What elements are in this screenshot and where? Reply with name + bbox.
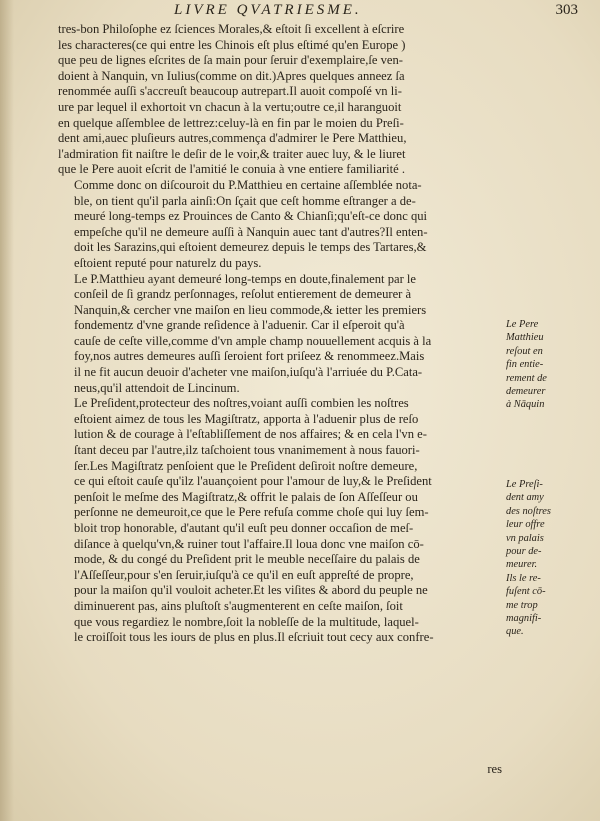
text-line: meuré long-temps ez Prouinces de Canto & Chianſi;qu'eſt-ce donc qui <box>74 209 428 224</box>
page-number: 303 <box>555 2 578 18</box>
text-line: ſer.Les Magiſtratz penſoient que le Preſident deſiroit noſtre demeure, <box>74 458 418 473</box>
text-line: en quelque aſſemblee de lettrez:celuy-là en fin par le moien du Preſi- <box>58 115 404 130</box>
margin-note-line: magnifi- <box>506 613 542 625</box>
text-line: Le P.Matthieu ayant demeuré long-temps en doute,finalement par le <box>74 271 417 286</box>
margin-note-1 <box>506 318 590 412</box>
main-text <box>58 22 500 646</box>
text-line: Le Preſident,protecteur des noſtres,voiant auſſi combien les noſtres <box>74 396 409 411</box>
text-line: dent ami,auec pluſieurs autres,commença d'admirer le Pere Matthieu, <box>58 131 407 146</box>
margin-note-line: leur offre <box>506 519 545 531</box>
text-line: que vous regardiez le nombre,ſoit la nobleſſe de la multitude, laquel- <box>74 614 419 629</box>
catchword: res <box>487 762 502 776</box>
text-line: eſtoient aimez de tous les Magiſtratz, apporta à l'aduenir plus de reſo <box>74 411 419 426</box>
text-line: eſtoient reputé pour naturelz du pays. <box>74 255 262 270</box>
gutter-shadow <box>0 0 14 821</box>
text-line: cauſe de ceſte ville,comme d'vn ample champ nouuellement acquis à la <box>74 333 432 348</box>
margin-note-2 <box>506 478 590 639</box>
text-line: doit les Sarazins,qui eſtoient demeurez depuis le temps des Tartares,& <box>74 240 427 255</box>
margin-note-line: Le Preſi- <box>506 479 543 490</box>
text-line: fondementz d'vne grande reſidence à l'aduenir. Car il eſperoit qu'à <box>74 318 405 333</box>
running-head <box>118 2 578 24</box>
text-line: ure par lequel il exhortoit vn chacun à la vertu;outre ce,il haranguoit <box>58 99 402 114</box>
text-line: bloit trop honorable, d'autant qu'il euſt peu donner occaſion de meſ- <box>74 521 414 535</box>
text-line: les characteres(ce qui entre les Chinois eſt plus eſtimé qu'en Europe ) <box>58 37 406 52</box>
running-head-title: LIVRE QVATRIESME. <box>174 2 362 18</box>
margin-note-line: reſout en <box>506 345 543 357</box>
margin-note-line: que. <box>506 626 524 638</box>
margin-note-line: pour de- <box>506 546 542 558</box>
margin-note-line: demeurer <box>506 386 546 398</box>
text-line: ſtant deceu par l'autre,ilz taſchoient tous vnanimement à nous fauori- <box>74 443 420 458</box>
text-line: le croiſſoit tous les iours de plus en plus.Il eſcriuit tout cecy aux confre- <box>74 630 434 645</box>
margin-note-line: Matthieu <box>506 332 544 344</box>
text-line: renommée auſſi s'accreuſt beaucoup autrepart.Il auoit compoſé vn li- <box>58 84 402 99</box>
text-line: mode, & du congé du Preſident prit le meuble neceſſaire du palais de <box>74 552 420 567</box>
margin-note-line: dent amy <box>506 492 544 504</box>
text-line: empeſche qu'il ne demeure auſſi à Nanquin auec tant d'autres?Il enten- <box>74 224 428 239</box>
text-line: tres-bon Philoſophe ez ſciences Morales,& eſtoit ſi excellent à eſcrire <box>58 22 405 36</box>
margin-note-line: des noſtres <box>506 505 551 517</box>
paragraph-2 <box>58 178 500 272</box>
text-line: lution & de courage à l'eſtabliſſement de nos affaires; & en cela l'vn e- <box>74 427 427 442</box>
text-line: doient à Nanquin, vn Iulius(comme on dit.)Apres quelques anneez ſa <box>58 68 405 83</box>
text-line: l'Aſſeſſeur,pour s'en ſeruir,iuſqu'à ce qu'il en euſt appreſté de propre, <box>74 567 414 582</box>
margin-note-line: fin entie- <box>506 359 544 371</box>
margin-note-line: me trop <box>506 599 538 611</box>
text-line: que le Pere auoit eſcrit de l'amitié le conuia à vne entiere familiarité . <box>58 162 406 177</box>
margin-note-line: vn palais <box>506 532 544 544</box>
margin-note-line: fuſent cō- <box>506 586 546 598</box>
text-line: que peu de lignes eſcrites de ſa main pour ſeruir d'exemplaire,ſe ven- <box>58 53 403 68</box>
text-line: pour la maiſon qu'il vouloit acheter.Et les viſites & abord du peuple ne <box>74 583 428 598</box>
text-line: foy,nos autres demeures auſſi ſeroient fort priſeez & renommeez.Mais <box>74 349 425 364</box>
text-line: conſeil de ſi grandz perſonnages, reſolut entierement de demeurer à <box>74 287 412 302</box>
text-line: neus,qu'il attendoit de Lincinum. <box>74 380 240 395</box>
text-line: penſoit le meſme des Magiſtratz,& offrit le palais de ſon Aſſeſſeur ou <box>74 489 418 504</box>
margin-note-line: Ils le re- <box>506 572 541 584</box>
text-line: ce qui eſtoit cauſe qu'ilz l'auançoient pour l'amour de luy,& le Preſident <box>74 474 432 489</box>
margin-note-line: rement de <box>506 372 547 384</box>
margin-note-line: à Nāquin <box>506 399 545 411</box>
margin-note-line: Le Pere <box>506 319 539 330</box>
text-line: il ne fit aucun deuoir d'acheter vne maiſon,iuſqu'à l'arriuée du P.Cata- <box>74 365 423 380</box>
text-line: Nanquin,& cercher vne maiſon en lieu commode,& ietter les premiers <box>74 302 427 317</box>
text-line: diſance à quelqu'vn,& ruiner tout l'affaire.Il loua donc vne maiſon cō- <box>74 536 424 551</box>
margin-note-line: meurer. <box>506 559 538 571</box>
text-line: perſonne ne demeuroit,ce que le Pere refuſa comme choſe qui luy ſem- <box>74 505 429 520</box>
text-line: Comme donc on diſcouroit du P.Matthieu en certaine aſſemblée nota- <box>74 177 422 192</box>
text-line: diminuerent pas, ains pluſtoſt s'augmenterent en ceſte maiſon, ſoit <box>74 598 403 613</box>
paragraph-4 <box>58 396 500 646</box>
paragraph-1 <box>58 22 500 178</box>
text-line: ble, on tient qu'il parla ainſi:On ſçait que ceſt homme eſtranger a de- <box>74 193 416 208</box>
text-line: l'admiration fit naiſtre le deſir de le voir,& traiter auec luy, & le liuret <box>58 146 406 161</box>
paragraph-3 <box>58 272 500 397</box>
